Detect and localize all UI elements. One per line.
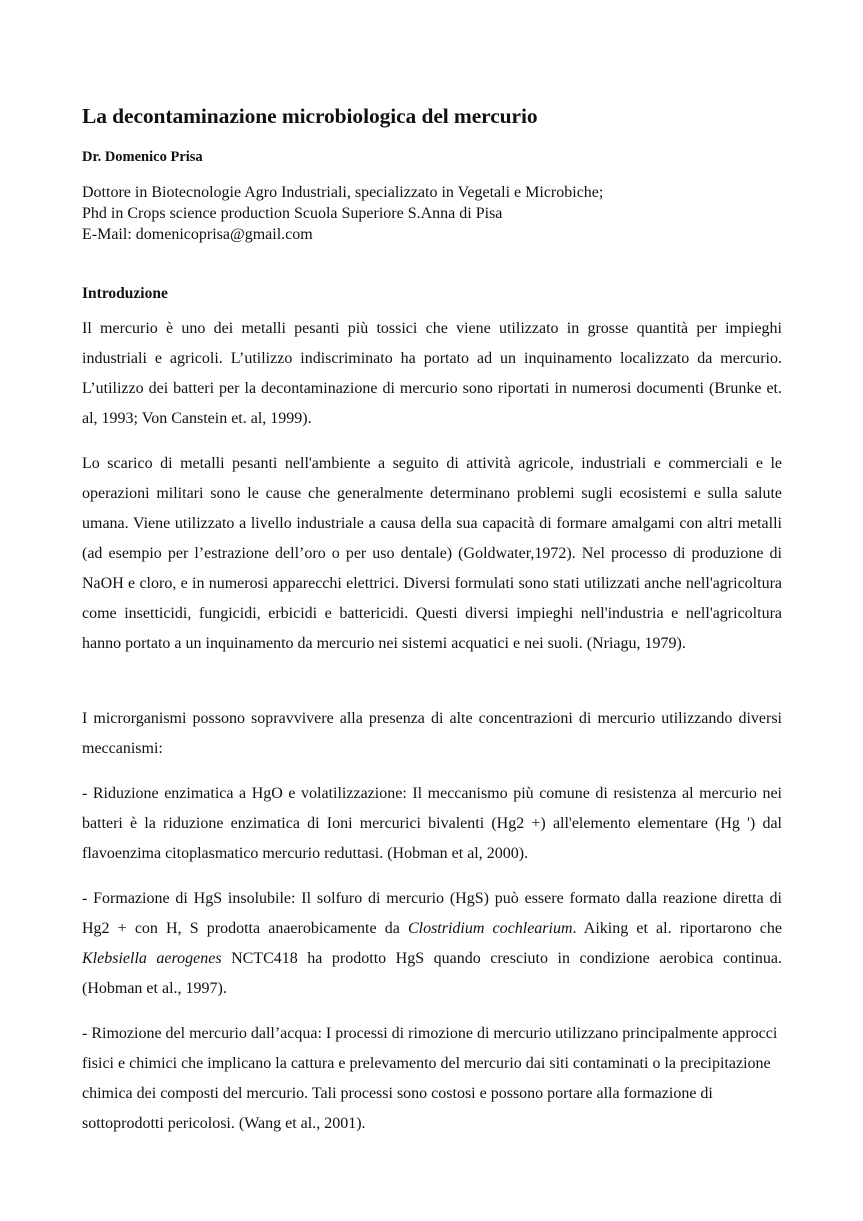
document-title: La decontaminazione microbiologica del mercurio: [82, 104, 538, 128]
affiliation-line-phd: Phd in Crops science production Scuola Superiore S.Anna di Pisa: [82, 205, 503, 222]
paragraph-microorganisms: I microrganismi possono sopravvivere alla presenza di alte concentrazioni di mercurio utilizzando diversi meccanismi:: [82, 710, 782, 757]
author-affiliation: [82, 182, 603, 245]
species-klebsiella: Klebsiella aerogenes: [82, 950, 222, 967]
affiliation-line-degree: Dottore in Biotecnologie Agro Industriali, specializzato in Vegetali e Microbiche;: [82, 184, 604, 201]
paragraph-heavy-metals: Lo scarico di metalli pesanti nell'ambiente a seguito di attività agricole, industriali e commerciali e le operazioni militari sono le cause che generalmente determinano problemi sugli ecosistemi e sulla salute umana. Viene utilizzato a livello industriale a causa della sua capacità di formare amalgami con altri metalli (ad esempio per l’estrazione dell’oro o per uso dentale) (Goldwater,1972). Nel processo di produzione di NaOH e cloro, e in numerosi apparecchi elettrici. Diversi formulati sono stati utilizzati anche nell'agricoltura come insetticidi, fungicidi, erbicidi e battericidi. Questi diversi impieghi nell'industria e nell'agricoltura hanno portato a un inquinamento da mercurio nei sistemi acquatici e nei suoli. (Nriagu, 1979).: [82, 455, 782, 652]
hgs-text-part1: - Formazione di HgS insolubile: Il solfuro di mercurio (HgS) può essere formato dalla reazione diretta di Hg2 + con H, S prodotta anaerobicamente da: [82, 890, 782, 937]
paragraph-enzymatic-reduction: - Riduzione enzimatica a HgO e volatilizzazione: Il meccanismo più comune di resistenza al mercurio nei batteri è la riduzione enzimatica di Ioni mercurici bivalenti (Hg2 +) all'elemento elementare (Hg ') dal flavoenzima citoplasmatico mercurio reduttasi. (Hobman et al, 2000).: [82, 785, 782, 862]
section-heading-introduzione: Introduzione: [82, 285, 168, 302]
paragraph-mercury-removal: - Rimozione del mercurio dall’acqua: I processi di rimozione di mercurio utilizzano principalmente approcci fisici e chimici che implicano la cattura e prelevamento del mercurio dai siti contaminati o la precipitazione chimica dei composti del mercurio. Tali processi sono costosi e possono portare alla formazione di sottoprodotti pericolosi. (Wang et al., 2001).: [82, 1025, 778, 1132]
author-name: Dr. Domenico Prisa: [82, 149, 203, 165]
paragraph-hgs-formation: [82, 884, 782, 1004]
hgs-text-part2: . Aiking et al. riportarono che: [572, 920, 783, 937]
species-clostridium: Clostridium cochlearium: [407, 920, 573, 937]
affiliation-line-email: E-Mail: domenicoprisa@gmail.com: [82, 226, 313, 243]
hgs-text-part3: NCTC418 ha prodotto HgS quando cresciuto in condizione aerobica continua. (Hobman et al., 1997).: [82, 950, 783, 997]
paragraph-intro: Il mercurio è uno dei metalli pesanti più tossici che viene utilizzato in grosse quantità per impieghi industriali e agricoli. L’utilizzo indiscriminato ha portato ad un inquinamento localizzato da mercurio. L’utilizzo dei batteri per la decontaminazione di mercurio sono riportati in numerosi documenti (Brunke et. al, 1993; Von Canstein et. al, 1999).: [82, 320, 782, 427]
